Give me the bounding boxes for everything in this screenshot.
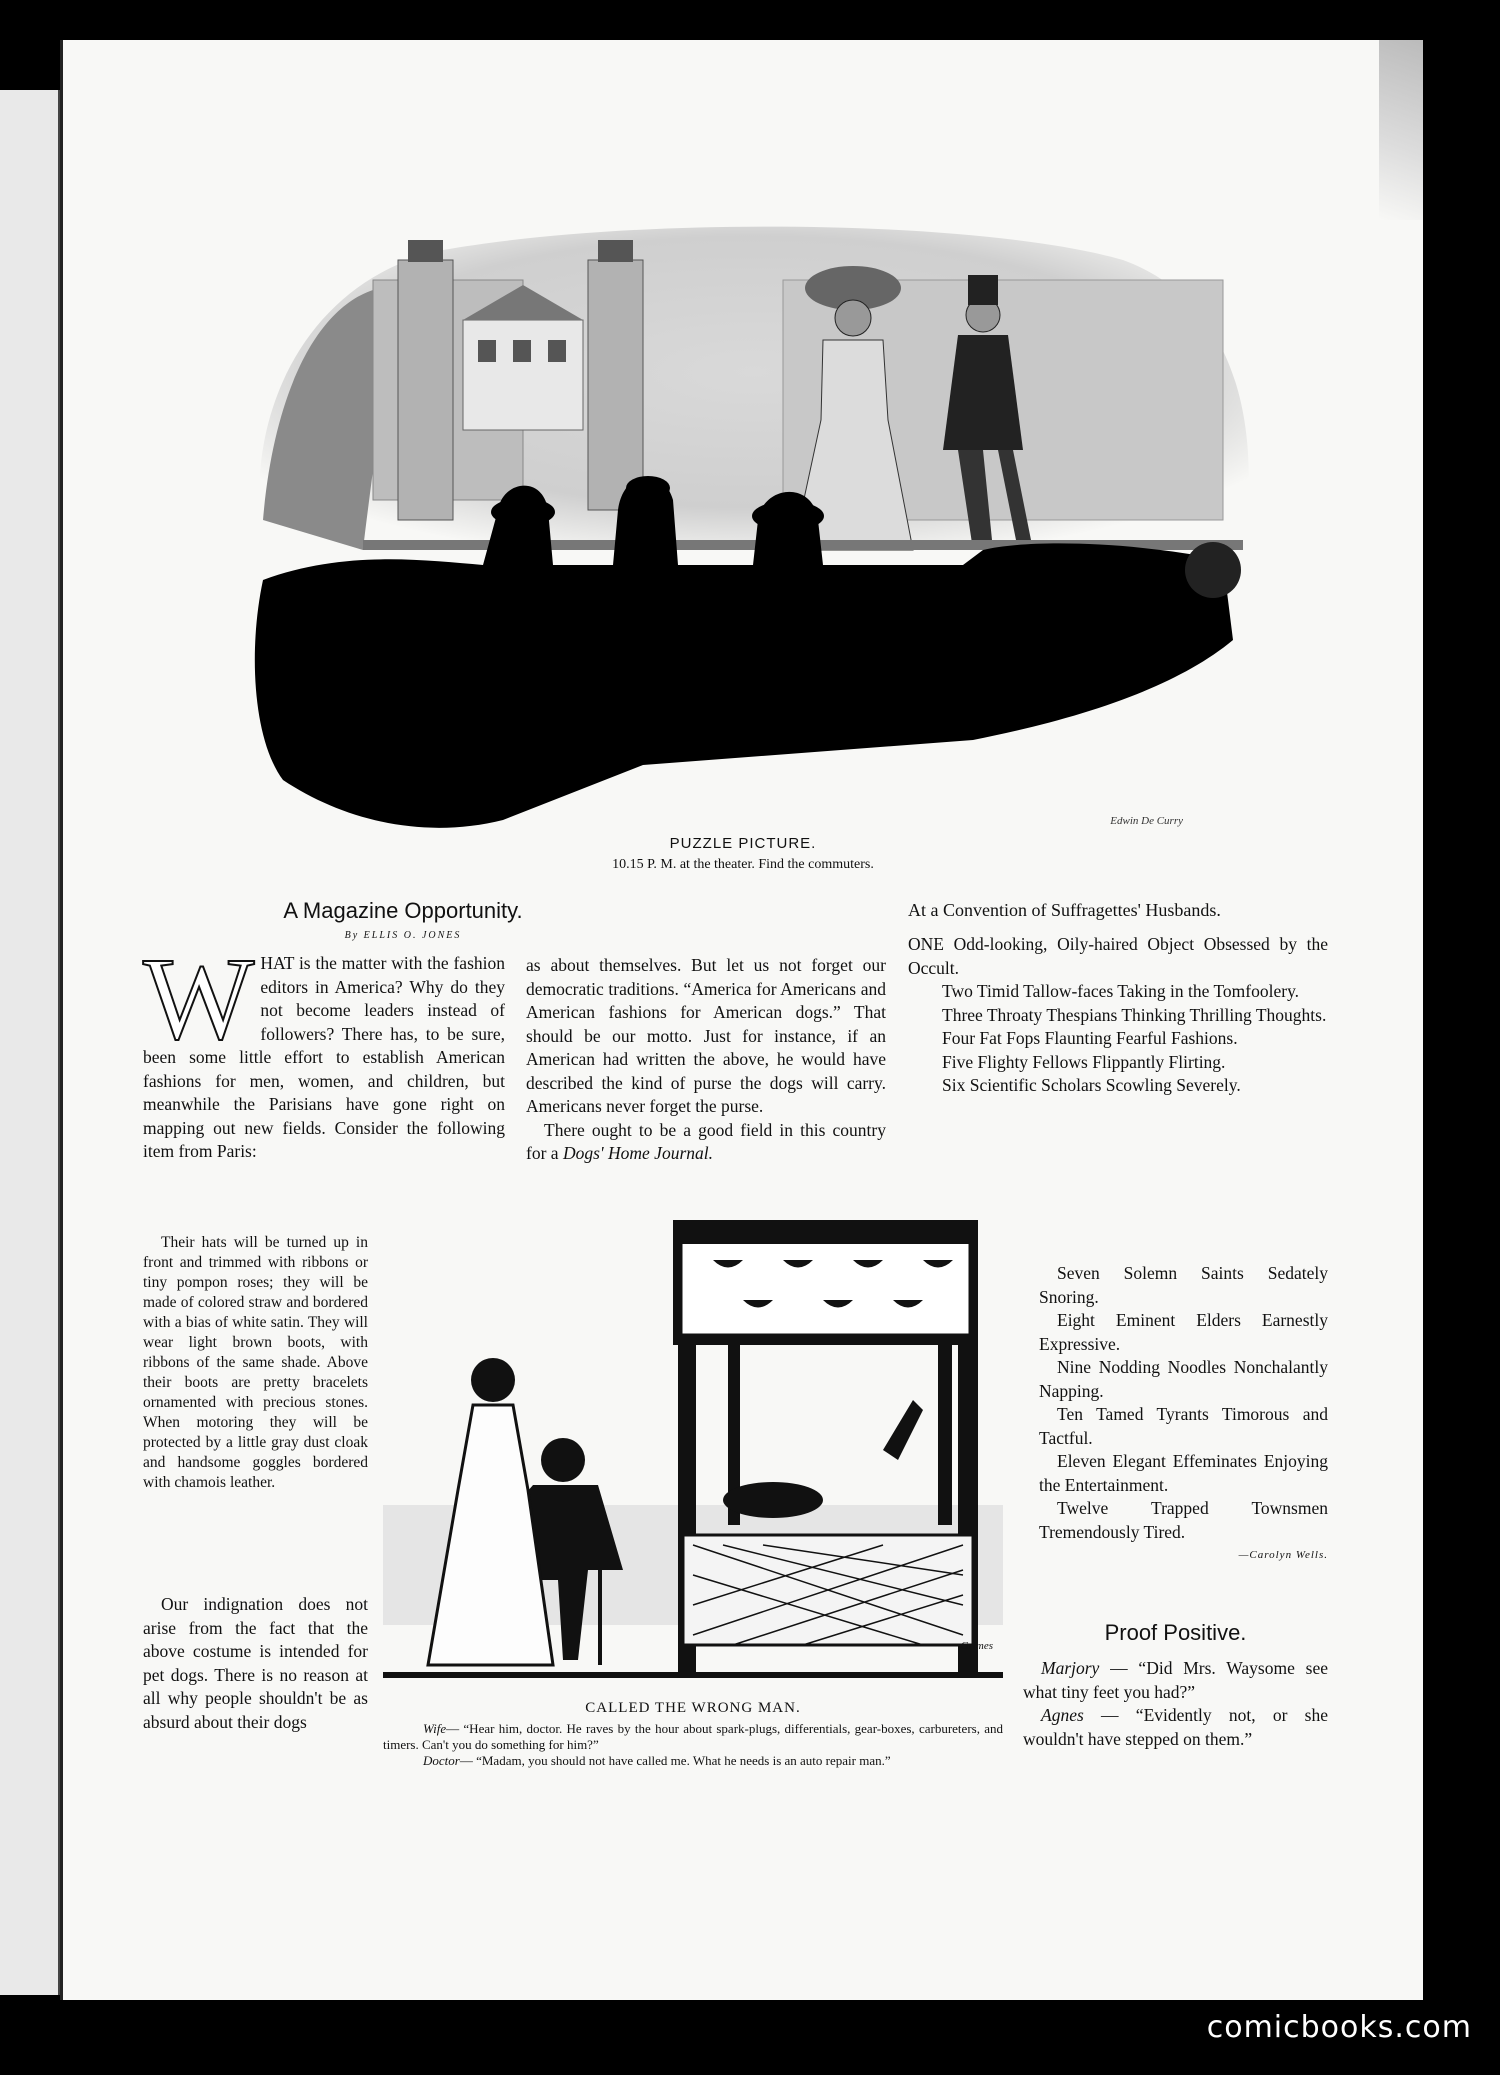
article-paragraph-2: Our indignation does not arise from the fact that the above costume is intended for pet dogs. There is no reason at all why people shouldn't be as absurd about their dogs xyxy=(143,1594,368,1732)
poem-line-12: Twelve Trapped Townsmen Tremendously Tired. xyxy=(1039,1498,1328,1542)
poem-title: At a Convention of Suffragettes' Husbands. xyxy=(908,900,1221,920)
poem-author-signature: —Carolyn Wells. xyxy=(1238,1549,1328,1561)
drop-cap-letter: W xyxy=(143,933,255,1064)
site-watermark: comicbooks.com xyxy=(1206,2010,1472,2045)
proof-positive-title: Proof Positive. xyxy=(1104,1620,1247,1645)
proof-positive-body xyxy=(1023,1657,1328,1751)
magazine-page xyxy=(60,40,1423,2000)
article-paragraph-4: There ought to be a good field in this country for a Dogs' Home Journal. xyxy=(526,1119,886,1163)
poem-body-continued xyxy=(1023,1262,1328,1568)
bedside-scene-drawing xyxy=(383,1220,1003,1690)
poem-line-4: Four Fat Fops Flaunting Fearful Fashions. xyxy=(942,1028,1238,1048)
poem-line-9: Nine Nodding Noodles Nonchalantly Napping. xyxy=(1039,1357,1328,1401)
cartoon-artist-signature: Grimes xyxy=(960,1640,993,1652)
poem-line-11: Eleven Elegant Effeminates Enjoying the Entertainment. xyxy=(1039,1451,1328,1495)
poem-line-6: Six Scientific Scholars Scowling Severely. xyxy=(942,1075,1241,1095)
poem-line-5: Five Flighty Fellows Flippantly Flirting. xyxy=(942,1051,1226,1072)
fashion-quote-text: Their hats will be turned up in front and trimmed with ribbons or tiny pompon roses; they will be made of colored straw and bordered with a bias of white satin. They will wear light brown boots, with ribbons of the same shade. Above their boots are pretty bracelets ornamented with precious stones. When motoring they will be protected by a little gray dust cloak and handsome goggles bordered with chamois leather. xyxy=(143,1234,368,1491)
poem-line-1: ONE Odd-looking, Oily-haired Object Obsessed by the Occult. xyxy=(908,934,1328,978)
puzzle-caption-subtitle: 10.15 P. M. at the theater. Find the commuters. xyxy=(612,857,874,872)
article-title: A Magazine Opportunity. xyxy=(283,898,523,923)
poem-line-8: Eight Eminent Elders Earnestly Expressive. xyxy=(1039,1310,1328,1354)
poem-line-2: Two Timid Tallow-faces Taking in the Tomfoolery. xyxy=(942,981,1300,1001)
doctor-line: Doctor— “Madam, you should not have called me. What he needs is an auto repair man.” xyxy=(423,1753,891,1768)
poem-line-10: Ten Tamed Tyrants Timorous and Tactful. xyxy=(1039,1404,1328,1448)
cartoon-dialogue xyxy=(383,1721,1003,1769)
journal-title: Dogs' Home Journal. xyxy=(562,1143,713,1163)
puzzle-picture-illustration xyxy=(223,220,1293,860)
poem-line-3: Three Throaty Thespians Thinking Thrilling Thoughts. xyxy=(942,1004,1327,1025)
poem-body xyxy=(908,933,1328,1098)
article-byline: By ELLIS O. JONES xyxy=(344,930,462,941)
article-paragraph-1: HAT is the matter with the fashion editors in America? Why do they not become leaders instead of followers? There has, to be sure, been some little effort to establish American fashions for men, women, and children, but meanwhile the Parisians have gone right on mapping out new fields. Consider the following item from Paris: xyxy=(143,953,505,1161)
proof-line-1: Marjory — “Did Mrs. Waysome see what tiny feet you had?” xyxy=(1023,1658,1328,1702)
proof-line-2: Agnes — “Evidently not, or she wouldn't have stepped on them.” xyxy=(1023,1705,1329,1749)
puzzle-artist-signature: Edwin De Curry xyxy=(1110,815,1183,827)
cartoon-caption-title: CALLED THE WRONG MAN. xyxy=(585,1700,801,1716)
poem-line-7: Seven Solemn Saints Sedately Snoring. xyxy=(1039,1263,1328,1307)
puzzle-caption-title: PUZZLE PICTURE. xyxy=(669,835,817,852)
page-fold-shadow xyxy=(1379,40,1423,220)
fashion-quote-block xyxy=(143,1233,368,1493)
article-column-2 xyxy=(526,954,886,1166)
wife-line: Wife— “Hear him, doctor. He raves by the hour about spark-plugs, differentials, gear-boxes, carbureters, and timers. Can't you do something for him?” xyxy=(383,1721,1004,1752)
article-paragraph-3: as about themselves. But let us not forget our democratic traditions. “America for Americans and American fashions for American dogs.” That should be our motto. Just for instance, if an American had written the above, he would have described the kind of purse the dogs will carry. Americans never forget the purse. xyxy=(526,955,886,1116)
called-the-wrong-man-illustration xyxy=(383,1220,1003,1690)
adjacent-page-edge xyxy=(0,90,60,1995)
article-column-1-continued xyxy=(143,1593,368,1734)
theater-silhouette-drawing xyxy=(223,220,1293,860)
